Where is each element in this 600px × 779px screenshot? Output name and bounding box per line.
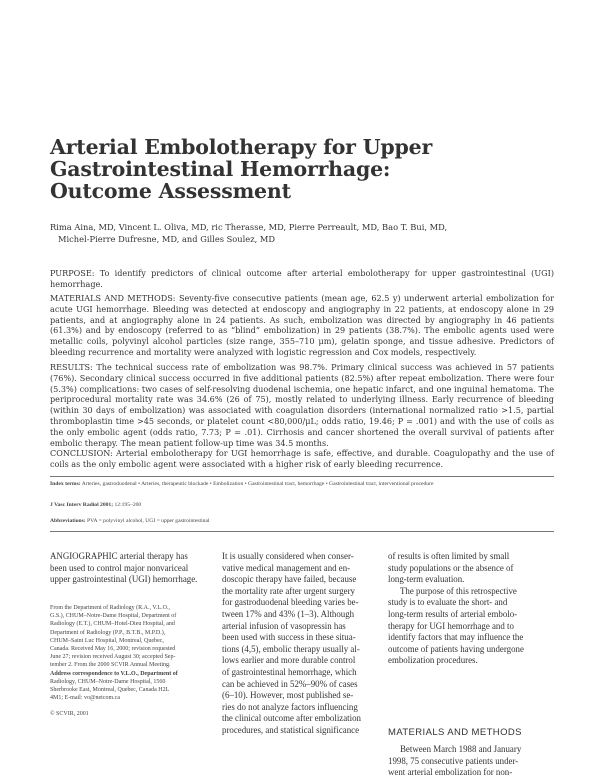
text-line: tember 2. From the 2000 SCVIR Annual Meeting. xyxy=(50,662,171,669)
text-line: Canada. Received May 16, 2000; revision requested xyxy=(50,646,176,653)
abbreviations xyxy=(50,517,554,525)
text-line: Radiology, CHUM–Notre-Dame Hospital, 1560 xyxy=(50,678,166,685)
text-line: the clinical outcome after embolization xyxy=(222,713,361,724)
text-line: Address correspondence to V.L.O., Department of xyxy=(50,670,178,677)
text-line: From the Department of Radiology (R.A., V.L.O., xyxy=(50,605,170,611)
intro-paragraph xyxy=(50,551,210,586)
purpose-label: PURPOSE: xyxy=(50,268,95,278)
text-line: been used to control major nonvariceal xyxy=(50,562,189,573)
index-terms xyxy=(50,480,554,488)
text-line: (6–10). However, most published se- xyxy=(222,690,354,701)
text-line: ries do not analyze factors influencing xyxy=(222,701,358,712)
methods-paragraph xyxy=(388,744,550,779)
text-line: doscopic therapy have failed, because xyxy=(222,574,357,585)
authors-line-2: Michel-Pierre Dufresne, MD, and Gilles Soulez, MD xyxy=(58,234,275,244)
title-line-1: Arterial Embolotherapy for Upper xyxy=(50,135,433,159)
text-line: long-term results of arterial embolo- xyxy=(388,608,518,619)
abstract-purpose xyxy=(50,268,554,290)
authors-line-1: Rima Aina, MD, Vincent L. Oliva, MD, ric Therasse, MD, Pierre Perreault, MD, Bao T. Bui, MD, xyxy=(50,222,448,232)
body-column-3 xyxy=(388,551,550,667)
title-line-2: Gastrointestinal Hemorrhage: xyxy=(50,157,391,181)
text-line: Department of Radiology (P.P., B.T.B., M.P.D.), xyxy=(50,629,166,636)
index-terms-label: Index terms: xyxy=(50,481,81,487)
text-line: study is to evaluate the short- and xyxy=(388,597,508,608)
text-line: identify factors that may influence the xyxy=(388,632,524,643)
divider-rule xyxy=(50,476,554,477)
section-heading-methods: MATERIALS AND METHODS xyxy=(388,727,522,738)
text-line: arterial infusion of vasopressin has xyxy=(222,620,346,631)
title-line-3: Outcome Assessment xyxy=(50,179,291,203)
purpose-text: To identify predictors of clinical outcome after arterial embolotherapy for upper gastrointestinal (UGI) hemorrhage. xyxy=(50,268,554,289)
abstract-conclusion xyxy=(50,448,554,470)
text-line: CHUM–Saint Luc Hospital, Montreal, Quebec, xyxy=(50,637,164,644)
text-line: therapy for UGI hemorrhage and to xyxy=(388,620,514,631)
text-line: 4M1; E-mail: vo@netcom.ca xyxy=(50,695,121,702)
text-line: embolization procedures. xyxy=(388,655,478,666)
text-line: ANGIOGRAPHIC arterial therapy has xyxy=(50,551,188,561)
conclusion-text: Arterial embolotherapy for UGI hemorrhage is safe, effective, and durable. Coagulopathy and the use of coils as the only embolic agent were associated with a higher risk of early bleeding recurrence. xyxy=(50,448,554,469)
text-line: The purpose of this retrospective xyxy=(400,585,517,596)
text-line: vative medical management and en- xyxy=(222,562,351,573)
text-line: upper gastrointestinal (UGI) hemorrhage. xyxy=(50,574,198,585)
text-line: It is usually considered when conser- xyxy=(222,551,354,561)
text-line: Between March 1988 and January xyxy=(400,744,522,754)
abbreviations-label: Abbreviations: xyxy=(50,518,86,524)
text-line: tions (4,5), embolic therapy usually al- xyxy=(222,643,360,654)
text-line: study populations or the absence of xyxy=(388,562,514,573)
article-title xyxy=(50,136,550,202)
journal-citation xyxy=(50,501,554,509)
copyright: © SCVIR, 2001 xyxy=(50,711,89,718)
text-line: can be achieved in 52%–90% of cases xyxy=(222,678,358,689)
author-list xyxy=(50,221,550,245)
abstract-methods xyxy=(50,293,554,358)
divider-rule xyxy=(50,531,554,532)
text-line: Sherbrooke East, Montreal, Quebec, Canada H2L xyxy=(50,687,170,694)
affiliation-note xyxy=(50,604,210,719)
results-text: The technical success rate of embolization was 98.7%. Primary clinical success was achieved in 57 patients (76%). Secondary clinical success occurred in five additional patients (82.5%) after repeat embolization. There were four (5.3%) complications: two cases of self-resolving duodenal ischemia, one hepatic infarct, and one inguinal hematoma. The periprocedural mortality rate was 34.6% (26 of 75), mostly related to underlying illness. Early recurrence of bleeding (within 30 days of embolization) was associated with coagulation disorders (international normalized ratio >1.5, partial thromboplastin time >45 seconds, or platelet count <80,000/μL; odds ratio, 19.46; P = .001) and with the use of coils as the only embolic agent (odds ratio, 7.73; P = .01). Cirrhosis and cancer shortened the overall survival of patients after embolic therapy. The mean patient follow-up time was 34.5 months. xyxy=(50,362,554,448)
abstract-results xyxy=(50,362,554,448)
text-line: June 27; revision received August 30; accepted Sep- xyxy=(50,654,176,661)
text-line: Radiology (E.T.), CHUM–Hotel-Dieu Hospital, and xyxy=(50,621,175,628)
citation-label: J Vasc Interv Radiol 2001; xyxy=(50,502,114,508)
body-column-2 xyxy=(222,551,379,737)
spacer-line xyxy=(50,702,210,710)
abbreviations-text: PVA = polyvinyl alcohol, UGI = upper gastrointestinal xyxy=(87,518,210,524)
text-line: for gastroduodenal bleeding varies be- xyxy=(222,597,359,608)
text-line: the mortality rate after urgent surgery xyxy=(222,585,355,596)
text-line: lows earlier and more durable control xyxy=(222,655,356,666)
text-line: G.S.), CHUM–Notre-Dame Hospital, Department of xyxy=(50,613,177,620)
text-line: went arterial embolization for non- xyxy=(388,767,513,778)
text-line: outcome of patients having undergone xyxy=(388,643,524,654)
text-line: been used with success in these situa- xyxy=(222,632,356,643)
text-line: of gastrointestinal hemorrhage, which xyxy=(222,666,357,677)
text-line: tween 17% and 43% (1–3). Although xyxy=(222,608,355,619)
text-line: long-term evaluation. xyxy=(388,574,465,585)
methods-label: MATERIALS AND METHODS: xyxy=(50,293,176,303)
citation-text: 12:195–200 xyxy=(113,502,142,508)
text-line: 1998, 75 consecutive patients under- xyxy=(388,755,519,766)
methods-text: Seventy-five consecutive patients (mean age, 62.5 y) underwent arterial embolization for acute UGI hemorrhage. Bleeding was detected at endoscopy and angiography in 22 patients, at endoscopy alone in 29 patients, and at angiography alone in 24 patients. As such, embolization was directed by angiography in 46 patients (61.3%) and by endoscopy (referred to as “blind” embolization) in 29 patients (38.7%). The embolic agents used were metallic coils, polyvinyl alcohol particles (size range, 355–710 μm), gelatin sponge, and tissue adhesive. Predictors of bleeding recurrence and mortality were analyzed with logistic regression and Cox models, respectively. xyxy=(50,293,554,357)
conclusion-label: CONCLUSION: xyxy=(50,448,113,458)
results-label: RESULTS: xyxy=(50,362,93,372)
index-terms-text: Arteries, gastroduodenal • Arteries, therapeutic blockade • Embolization • Gastrointestinal tract, hemorrhage • Gastrointestinal tract, interventional procedure xyxy=(81,481,434,487)
text-line: of results is often limited by small xyxy=(388,551,510,561)
text-line: procedures, and statistical significance xyxy=(222,724,360,735)
